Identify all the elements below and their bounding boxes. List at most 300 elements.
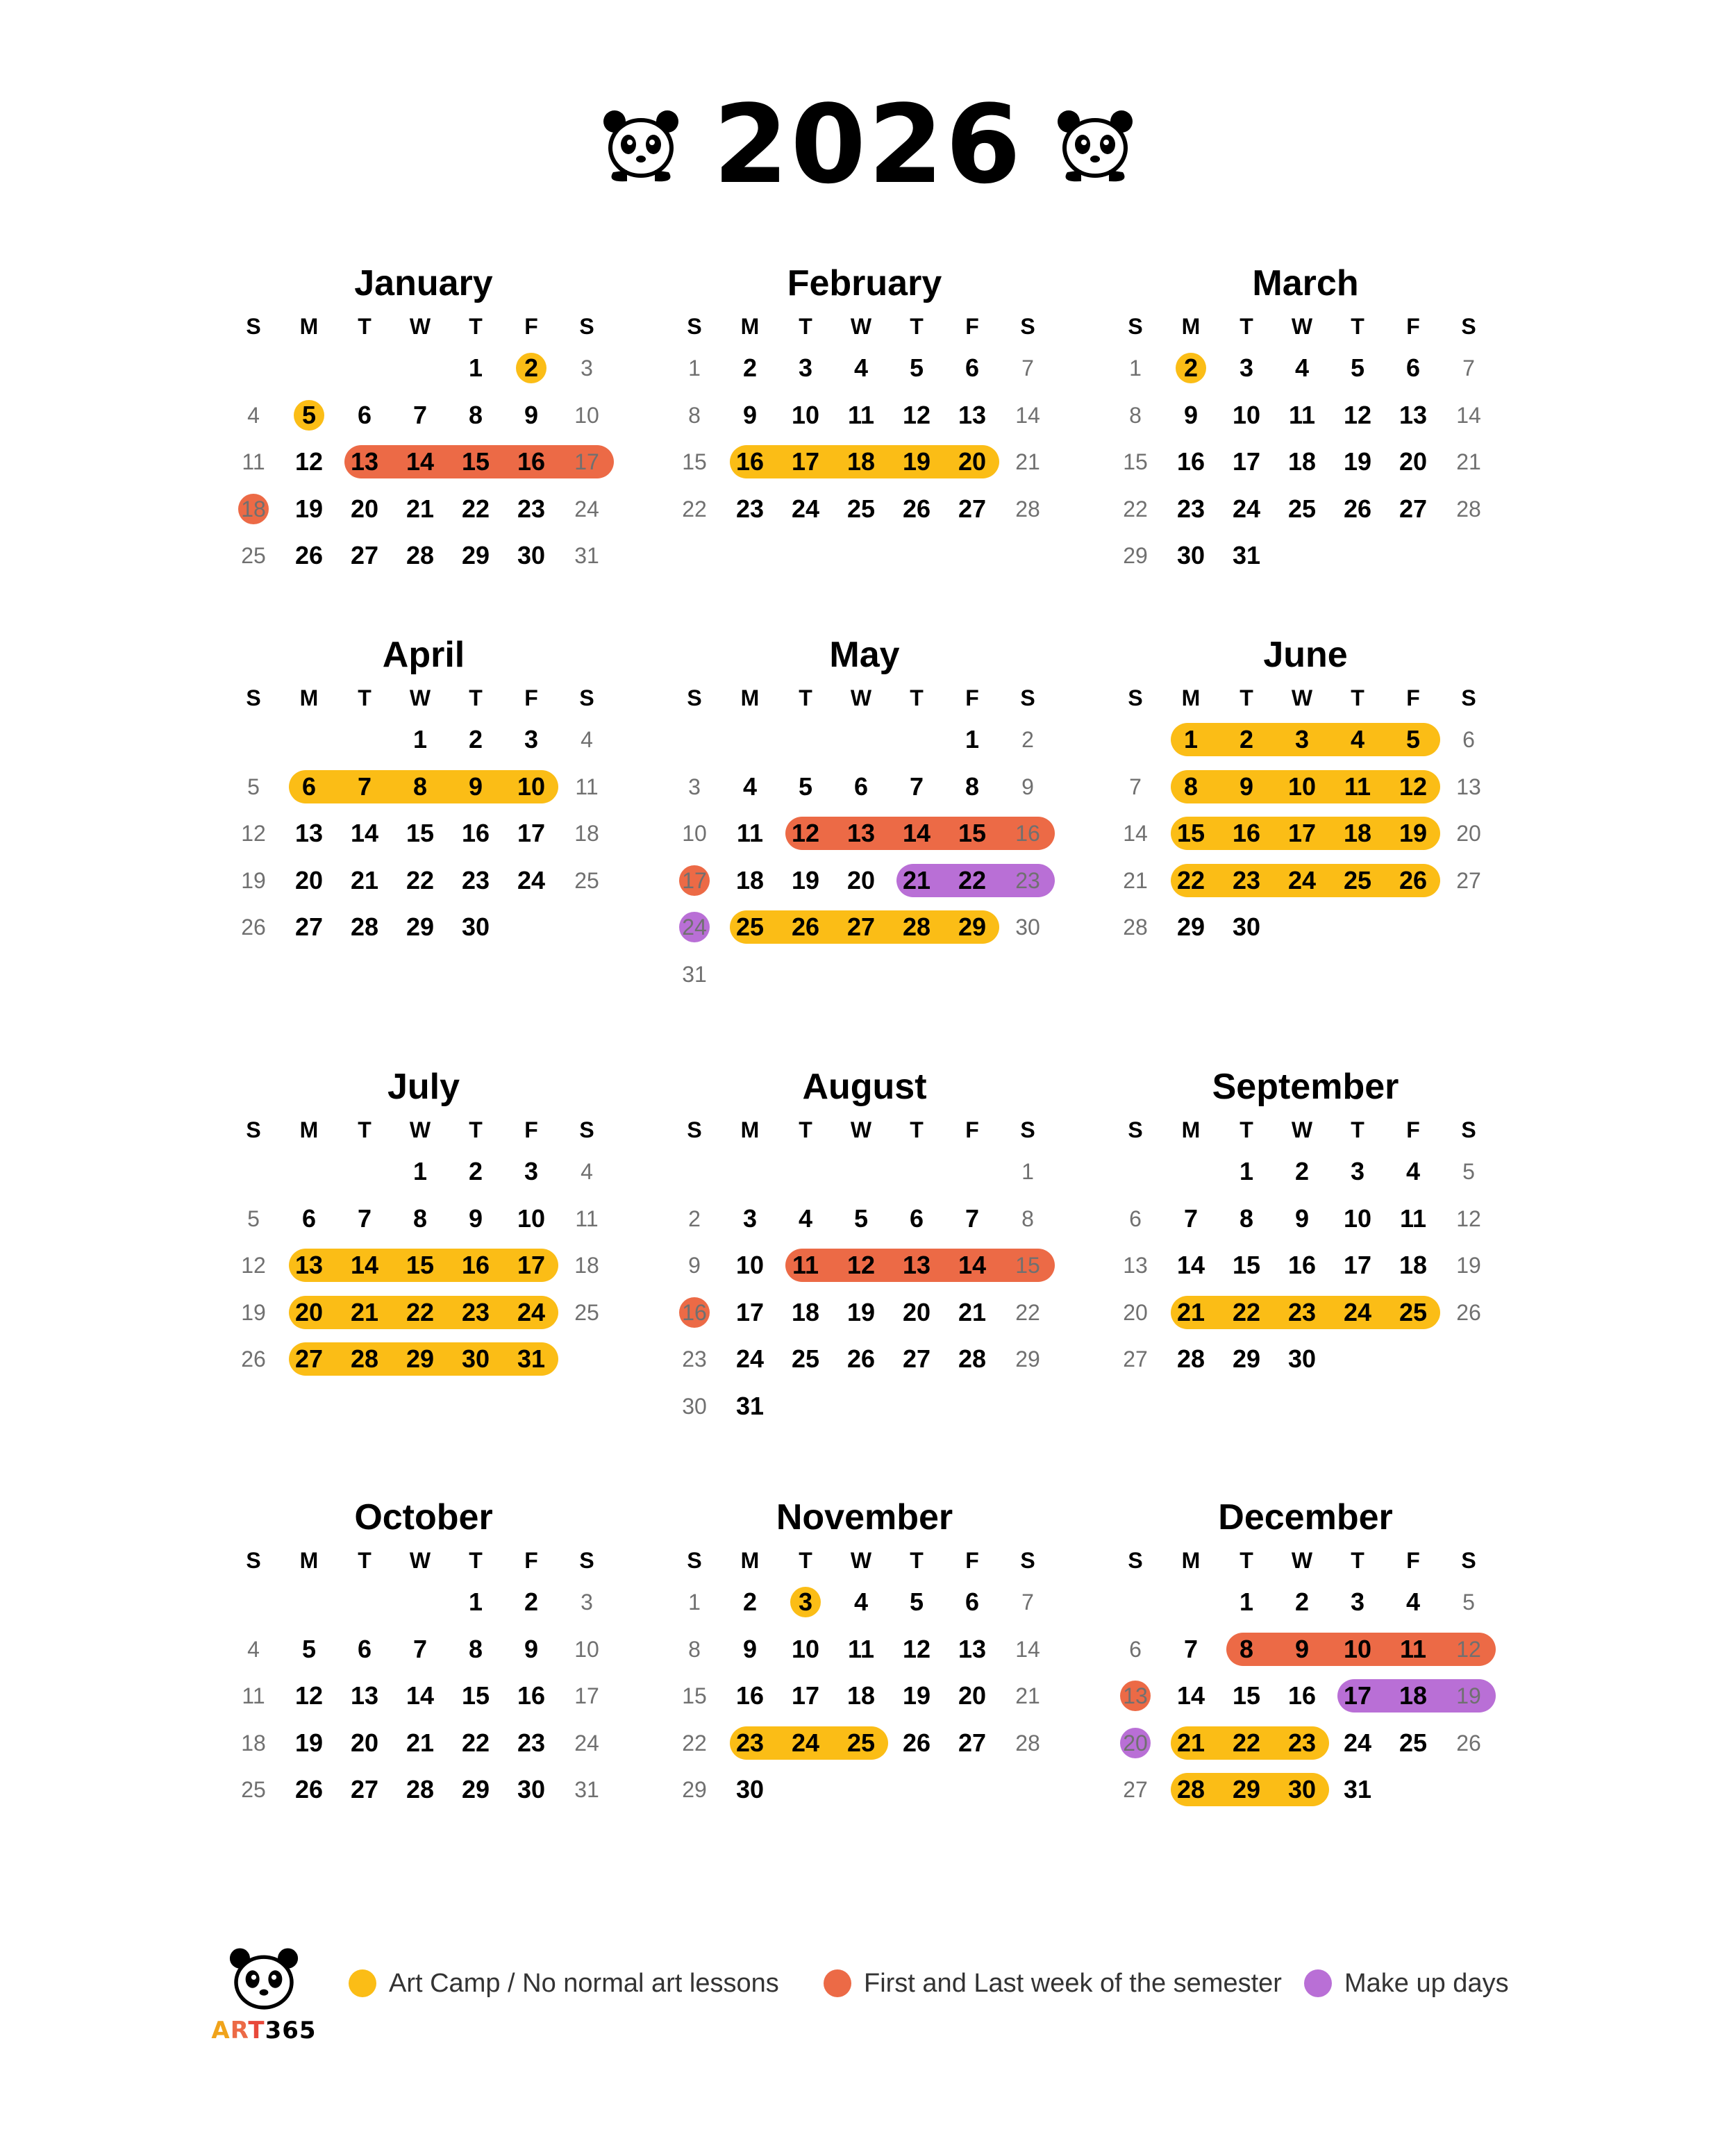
day-cell: 4: [581, 727, 593, 752]
month-name: September: [1212, 1067, 1399, 1107]
day-cell: 9: [688, 1253, 701, 1278]
day-cell: 12: [1456, 1206, 1481, 1231]
day-cell: 12: [846, 1251, 876, 1279]
day-cell: 14: [1015, 402, 1040, 428]
day-cell: 29: [461, 1775, 490, 1803]
month-september: [1111, 1066, 1500, 1390]
day-cell: 15: [406, 1251, 435, 1279]
day-cell: 3: [524, 1157, 539, 1185]
day-cell: 3: [742, 1203, 758, 1233]
day-cell: 4: [247, 1636, 260, 1662]
legend: [0, 1931, 1736, 2042]
day-cell: 8: [965, 772, 980, 801]
day-cell: 21: [1123, 867, 1148, 893]
weekday-header: S: [246, 685, 261, 710]
day-cell: 15: [1015, 1253, 1040, 1278]
day-cell: 6: [1129, 1206, 1142, 1231]
panda-icon: [1053, 106, 1137, 183]
day-cell: 3: [798, 353, 813, 382]
legend-dot-purple: [1304, 1969, 1332, 1997]
day-cell: 31: [1343, 1775, 1372, 1803]
weekday-header: M: [299, 685, 319, 710]
legend-label: First and Last week of the semester: [864, 1968, 1282, 1998]
day-cell: 2: [1239, 725, 1254, 753]
day-cell: 13: [294, 819, 324, 847]
weekday-header: T: [469, 314, 483, 339]
weekday-header: W: [1291, 1548, 1313, 1573]
weekday-header: T: [799, 314, 812, 339]
day-cell: 12: [902, 400, 931, 429]
day-cell: 27: [350, 541, 379, 569]
legend-dot-yellow: [349, 1969, 376, 1997]
day-cell: 30: [1232, 912, 1261, 941]
day-cell: 28: [350, 912, 379, 941]
weekday-header: T: [910, 1117, 924, 1142]
day-cell: 9: [1294, 1634, 1310, 1663]
weekday-header: M: [1181, 685, 1201, 710]
day-cell: 6: [1129, 1636, 1142, 1662]
weekday-header: W: [1291, 1117, 1313, 1142]
day-cell: 18: [846, 447, 876, 476]
day-cell: 23: [517, 494, 546, 523]
day-cell: 23: [1176, 494, 1205, 523]
legend-label: Art Camp / No normal art lessons: [389, 1968, 779, 1998]
day-cell: 9: [524, 400, 539, 429]
day-cell: 24: [517, 1297, 546, 1326]
day-cell: 3: [524, 725, 539, 753]
day-cell: 24: [1343, 1728, 1372, 1757]
day-cell: 20: [1399, 447, 1428, 476]
day-cell: 21: [1176, 1297, 1205, 1326]
day-cell: 12: [1399, 772, 1428, 801]
day-cell: 29: [1015, 1347, 1040, 1372]
weekday-header: T: [1240, 685, 1253, 710]
day-cell: 7: [1129, 774, 1142, 799]
weekday-header: M: [740, 685, 760, 710]
day-cell: 31: [682, 961, 707, 987]
day-cell: 14: [958, 1251, 987, 1279]
weekday-header: S: [1128, 314, 1143, 339]
weekday-header: S: [687, 1548, 702, 1573]
day-cell: 25: [241, 1777, 266, 1802]
month-name: October: [354, 1497, 493, 1538]
weekday-header: S: [579, 1548, 594, 1573]
day-cell: 20: [350, 1728, 379, 1757]
day-cell: 11: [575, 774, 599, 799]
day-cell: 5: [247, 1206, 260, 1231]
day-cell: 7: [965, 1203, 980, 1233]
day-cell: 6: [965, 353, 980, 382]
day-cell: 30: [1176, 541, 1205, 569]
weekday-header: S: [246, 1548, 261, 1573]
weekday-header: T: [1351, 1548, 1364, 1573]
day-cell: 18: [735, 865, 765, 894]
day-cell: 18: [846, 1681, 876, 1710]
day-cell: 20: [846, 865, 876, 894]
day-cell: 18: [1399, 1251, 1428, 1279]
panda-icon: [599, 106, 683, 183]
day-cell: 13: [1123, 1683, 1148, 1708]
day-cell: 27: [1123, 1777, 1148, 1802]
day-cell: 25: [574, 1299, 599, 1325]
day-cell: 15: [1232, 1251, 1261, 1279]
day-cell: 25: [1399, 1728, 1428, 1757]
day-cell: 31: [517, 1344, 546, 1373]
day-cell: 26: [241, 1347, 266, 1372]
day-cell: 11: [1288, 400, 1316, 429]
day-cell: 25: [735, 912, 765, 941]
day-cell: 3: [1350, 1588, 1365, 1616]
day-cell: 14: [902, 819, 931, 847]
day-cell: 28: [1176, 1775, 1205, 1803]
day-cell: 21: [350, 865, 379, 894]
day-cell: 28: [350, 1344, 379, 1373]
weekday-header: W: [409, 1117, 431, 1142]
weekday-header: S: [1461, 1117, 1476, 1142]
day-cell: 13: [846, 819, 876, 847]
month-february: [670, 262, 1059, 539]
weekday-header: S: [687, 1117, 702, 1142]
weekday-header: T: [1351, 1117, 1364, 1142]
day-cell: 24: [517, 865, 546, 894]
day-cell: 10: [517, 772, 546, 801]
weekday-header: W: [409, 1548, 431, 1573]
weekday-header: S: [1461, 685, 1476, 710]
day-cell: 3: [581, 356, 593, 381]
day-cell: 16: [1015, 821, 1040, 846]
day-cell: 24: [791, 494, 820, 523]
day-cell: 21: [1456, 449, 1481, 474]
month-name: July: [387, 1067, 460, 1107]
day-cell: 5: [909, 1588, 924, 1616]
month-august: [670, 1066, 1059, 1436]
day-cell: 26: [846, 1344, 876, 1373]
day-cell: 17: [735, 1297, 765, 1326]
day-cell: 2: [468, 1157, 483, 1185]
day-cell: 23: [682, 1347, 707, 1372]
day-cell: 30: [517, 1775, 546, 1803]
day-cell: 8: [1021, 1206, 1034, 1231]
day-cell: 16: [517, 1681, 546, 1710]
day-cell: 9: [1021, 774, 1034, 799]
day-cell: 20: [294, 865, 324, 894]
day-cell: 11: [847, 400, 875, 429]
weekday-header: S: [1128, 685, 1143, 710]
day-cell: 14: [406, 1681, 435, 1710]
weekday-header: M: [299, 314, 319, 339]
day-cell: 11: [847, 1634, 875, 1663]
weekday-header: T: [910, 1548, 924, 1573]
day-cell: 1: [1239, 1157, 1254, 1185]
weekday-header: M: [299, 1548, 319, 1573]
day-cell: 19: [294, 1728, 324, 1757]
day-cell: 16: [682, 1299, 707, 1325]
day-cell: 9: [1183, 400, 1199, 429]
day-cell: 11: [1344, 772, 1371, 801]
day-cell: 6: [301, 772, 317, 801]
day-cell: 8: [1239, 1634, 1254, 1663]
day-cell: 6: [909, 1203, 924, 1233]
day-cell: 9: [468, 1203, 483, 1233]
day-cell: 22: [682, 496, 707, 522]
day-cell: 7: [1183, 1203, 1199, 1233]
day-cell: 5: [301, 1634, 317, 1663]
day-cell: 19: [1456, 1253, 1481, 1278]
day-cell: 28: [902, 912, 931, 941]
day-cell: 16: [735, 447, 765, 476]
day-cell: 22: [682, 1730, 707, 1756]
day-cell: 11: [1399, 1634, 1427, 1663]
day-cell: 9: [524, 1634, 539, 1663]
day-cell: 30: [735, 1775, 765, 1803]
day-cell: 3: [798, 1588, 813, 1616]
weekday-header: S: [1461, 1548, 1476, 1573]
day-cell: 3: [1294, 725, 1310, 753]
day-cell: 26: [1399, 865, 1428, 894]
day-cell: 25: [1399, 1297, 1428, 1326]
day-cell: 25: [241, 543, 266, 568]
weekday-header: T: [1240, 1548, 1253, 1573]
month-name: February: [787, 263, 942, 303]
weekday-header: T: [1240, 1117, 1253, 1142]
month-january: [229, 262, 618, 586]
day-cell: 6: [357, 1634, 372, 1663]
month-name: May: [829, 635, 900, 675]
day-cell: 1: [688, 356, 701, 381]
day-cell: 10: [735, 1251, 765, 1279]
weekday-header: M: [299, 1117, 319, 1142]
weekday-header: F: [1406, 314, 1420, 339]
day-cell: 21: [406, 1728, 435, 1757]
day-cell: 12: [241, 1253, 266, 1278]
day-cell: 7: [412, 400, 428, 429]
day-cell: 4: [1405, 1588, 1421, 1616]
legend-label: Make up days: [1344, 1968, 1509, 1998]
day-cell: 27: [350, 1775, 379, 1803]
day-cell: 26: [241, 915, 266, 940]
day-cell: 5: [301, 400, 317, 429]
day-cell: 1: [1021, 1159, 1034, 1184]
day-cell: 26: [294, 541, 324, 569]
day-cell: 5: [1405, 725, 1421, 753]
day-cell: 9: [1294, 1203, 1310, 1233]
weekday-header: S: [579, 685, 594, 710]
day-cell: 5: [909, 353, 924, 382]
day-cell: 23: [1015, 867, 1040, 893]
day-cell: 17: [1287, 819, 1317, 847]
day-cell: 22: [1123, 496, 1148, 522]
weekday-header: T: [799, 685, 812, 710]
weekday-header: M: [1181, 314, 1201, 339]
day-cell: 11: [242, 1683, 265, 1708]
weekday-header: T: [469, 1548, 483, 1573]
day-cell: 15: [406, 819, 435, 847]
day-cell: 7: [1183, 1634, 1199, 1663]
day-cell: 10: [1343, 1203, 1372, 1233]
day-cell: 24: [574, 496, 599, 522]
day-cell: 14: [406, 447, 435, 476]
day-cell: 22: [406, 1297, 435, 1326]
day-cell: 2: [468, 725, 483, 753]
day-cell: 20: [1456, 821, 1481, 846]
weekday-header: F: [524, 1117, 538, 1142]
day-cell: 29: [1232, 1775, 1261, 1803]
day-cell: 5: [1350, 353, 1365, 382]
day-cell: 26: [902, 494, 931, 523]
day-cell: 8: [468, 1634, 483, 1663]
weekday-header: F: [965, 1548, 979, 1573]
month-december: [1111, 1497, 1500, 1820]
day-cell: 19: [791, 865, 820, 894]
day-cell: 8: [688, 402, 701, 428]
day-cell: 10: [574, 1636, 599, 1662]
day-cell: 10: [574, 402, 599, 428]
day-cell: 5: [1462, 1159, 1475, 1184]
day-cell: 28: [406, 541, 435, 569]
day-cell: 30: [682, 1393, 707, 1419]
day-cell: 16: [735, 1681, 765, 1710]
day-cell: 14: [350, 1251, 379, 1279]
day-cell: 5: [798, 772, 813, 801]
day-cell: 31: [574, 1777, 599, 1802]
day-cell: 23: [735, 494, 765, 523]
day-cell: 24: [1232, 494, 1261, 523]
day-cell: 18: [241, 496, 266, 522]
month-march: [1111, 262, 1500, 586]
day-cell: 7: [1021, 1590, 1034, 1615]
day-cell: 13: [1456, 774, 1481, 799]
day-cell: 16: [1287, 1251, 1317, 1279]
day-cell: 15: [1123, 449, 1148, 474]
day-cell: 15: [461, 447, 490, 476]
day-cell: 28: [1176, 1344, 1205, 1373]
day-cell: 18: [791, 1297, 820, 1326]
day-cell: 4: [853, 353, 869, 382]
weekday-header: S: [1020, 1117, 1035, 1142]
weekday-header: M: [740, 1117, 760, 1142]
day-cell: 27: [1456, 867, 1481, 893]
day-cell: 16: [461, 819, 490, 847]
day-cell: 9: [742, 400, 758, 429]
day-cell: 4: [798, 1203, 813, 1233]
panda-icon: [222, 1944, 306, 2014]
day-cell: 27: [1399, 494, 1428, 523]
weekday-header: S: [246, 314, 261, 339]
weekday-header: W: [850, 1117, 872, 1142]
day-cell: 19: [902, 447, 931, 476]
day-cell: 24: [682, 915, 707, 940]
day-cell: 31: [1232, 541, 1261, 569]
day-cell: 19: [294, 494, 324, 523]
weekday-header: F: [965, 685, 979, 710]
weekday-header: F: [1406, 1117, 1420, 1142]
day-cell: 6: [1462, 727, 1475, 752]
day-cell: 10: [1287, 772, 1317, 801]
day-cell: 18: [1287, 447, 1317, 476]
day-cell: 25: [1343, 865, 1372, 894]
day-cell: 17: [574, 1683, 599, 1708]
day-cell: 25: [846, 494, 876, 523]
day-cell: 14: [1123, 821, 1148, 846]
month-name: March: [1252, 263, 1359, 303]
day-cell: 31: [574, 543, 599, 568]
day-cell: 2: [524, 1588, 539, 1616]
day-cell: 8: [468, 400, 483, 429]
weekday-header: F: [965, 314, 979, 339]
weekday-header: F: [524, 314, 538, 339]
day-cell: 1: [965, 725, 980, 753]
day-cell: 26: [1456, 1299, 1481, 1325]
day-cell: 14: [1015, 1636, 1040, 1662]
day-cell: 19: [241, 1299, 266, 1325]
day-cell: 1: [412, 725, 428, 753]
day-cell: 20: [294, 1297, 324, 1326]
day-cell: 11: [575, 1206, 599, 1231]
day-cell: 21: [1176, 1728, 1205, 1757]
weekday-header: T: [1351, 314, 1364, 339]
day-cell: 2: [688, 1206, 701, 1231]
day-cell: 13: [350, 447, 379, 476]
day-cell: 6: [301, 1203, 317, 1233]
month-name: August: [802, 1067, 927, 1107]
day-cell: 5: [1462, 1590, 1475, 1615]
day-cell: 17: [682, 867, 707, 893]
day-cell: 3: [581, 1590, 593, 1615]
day-cell: 10: [1343, 1634, 1372, 1663]
month-october: [229, 1497, 618, 1820]
day-cell: 7: [357, 1203, 372, 1233]
year-title: 2026: [712, 81, 1024, 208]
day-cell: 26: [791, 912, 820, 941]
day-cell: 24: [735, 1344, 765, 1373]
day-cell: 19: [902, 1681, 931, 1710]
day-cell: 10: [682, 821, 707, 846]
day-cell: 15: [1176, 819, 1205, 847]
day-cell: 19: [241, 867, 266, 893]
day-cell: 6: [853, 772, 869, 801]
weekday-header: S: [1020, 685, 1035, 710]
day-cell: 28: [1015, 496, 1040, 522]
day-cell: 31: [735, 1391, 765, 1420]
day-cell: 21: [902, 865, 931, 894]
day-cell: 13: [1399, 400, 1428, 429]
day-cell: 11: [792, 1251, 819, 1279]
weekday-header: T: [910, 314, 924, 339]
day-cell: 17: [791, 447, 820, 476]
day-cell: 2: [742, 353, 758, 382]
day-cell: 22: [461, 494, 490, 523]
day-cell: 23: [1287, 1297, 1317, 1326]
day-cell: 1: [1129, 356, 1142, 381]
month-may: [670, 634, 1059, 1004]
day-cell: 24: [574, 1730, 599, 1756]
day-cell: 16: [461, 1251, 490, 1279]
weekday-header: S: [687, 314, 702, 339]
weekday-header: S: [1128, 1117, 1143, 1142]
weekday-header: T: [358, 314, 372, 339]
day-cell: 4: [1405, 1157, 1421, 1185]
day-cell: 8: [412, 772, 428, 801]
day-cell: 4: [1294, 353, 1310, 382]
weekday-header: T: [1351, 685, 1364, 710]
weekday-header: F: [1406, 685, 1420, 710]
weekday-header: T: [799, 1548, 812, 1573]
month-name: November: [776, 1497, 953, 1538]
day-cell: 30: [517, 541, 546, 569]
day-cell: 27: [1123, 1347, 1148, 1372]
art365-logo: [201, 1944, 326, 2049]
weekday-header: S: [1020, 1548, 1035, 1573]
